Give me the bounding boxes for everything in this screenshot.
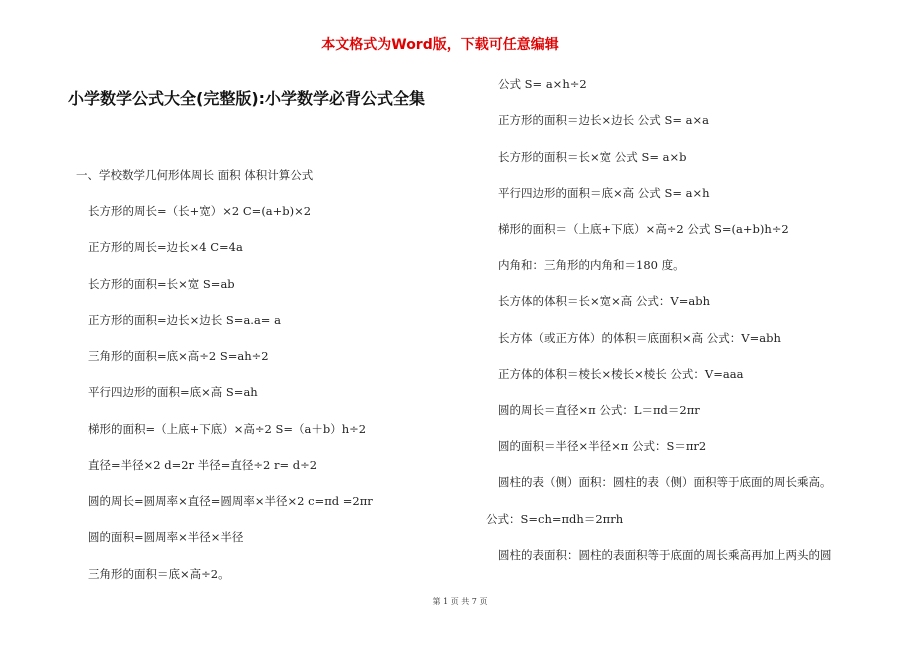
document-title: 小学数学公式大全(完整版):小学数学必背公式全集 [68, 89, 426, 108]
formula-line: 圆柱的表（侧）面积：圆柱的表（侧）面积等于底面的周长乘高。 [498, 475, 832, 489]
formula-line: 三角形的面积＝底×高÷2。 [88, 567, 230, 581]
formula-line: 长方形的面积=长×宽 S=ab [88, 277, 235, 291]
formula-line: 长方形的周长=（长+宽）×2 C=(a+b)×2 [88, 204, 312, 218]
formula-line: 长方体的体积＝长×宽×高 公式：V=abh [498, 294, 710, 308]
formula-line: 梯形的面积＝（上底+下底）×高÷2 公式 S=(a+b)h÷2 [498, 222, 789, 236]
formula-line: 正方形的面积＝边长×边长 公式 S= a×a [498, 113, 709, 127]
formula-line: 圆的面积＝半径×半径×π 公式：S＝πr2 [498, 439, 707, 453]
formula-line: 圆柱的表面积：圆柱的表面积等于底面的周长乘高再加上两头的圆 [498, 548, 832, 562]
formula-line: 圆的面积=圆周率×半径×半径 [88, 530, 244, 544]
formula-line: 圆的周长=圆周率×直径=圆周率×半径×2 c=πd =2πr [88, 494, 373, 508]
formula-line: 公式 S= a×h÷2 [498, 77, 587, 91]
formula-line: 圆的周长＝直径×π 公式：L＝πd＝2πr [498, 403, 700, 417]
formula-line: 长方体（或正方体）的体积＝底面积×高 公式：V=abh [498, 331, 781, 345]
page-footer: 第 1 页 共 7 页 [432, 597, 488, 606]
formula-line: 三角形的面积=底×高÷2 S=ah÷2 [88, 349, 269, 363]
formula-line: 正方体的体积＝棱长×棱长×棱长 公式：V=aaa [498, 367, 744, 381]
formula-line: 内角和：三角形的内角和＝180 度。 [498, 258, 685, 272]
formula-line: 长方形的面积＝长×宽 公式 S= a×b [498, 150, 687, 164]
formula-line: 梯形的面积=（上底+下底）×高÷2 S=（a＋b）h÷2 [88, 422, 367, 436]
formula-line: 正方形的周长=边长×4 C=4a [88, 240, 243, 254]
formula-line: 直径=半径×2 d=2r 半径=直径÷2 r= d÷2 [88, 458, 318, 472]
formula-line: 平行四边形的面积=底×高 S=ah [88, 385, 258, 399]
section-heading: 一、学校数学几何形体周长 面积 体积计算公式 [76, 168, 314, 182]
word-format-banner: 本文格式为Word版，下载可任意编辑 [321, 37, 559, 53]
formula-line: 公式：S=ch=πdh＝2πrh [486, 512, 624, 526]
formula-line: 平行四边形的面积＝底×高 公式 S= a×h [498, 186, 710, 200]
formula-line: 正方形的面积=边长×边长 S=a.a= a [88, 313, 281, 327]
